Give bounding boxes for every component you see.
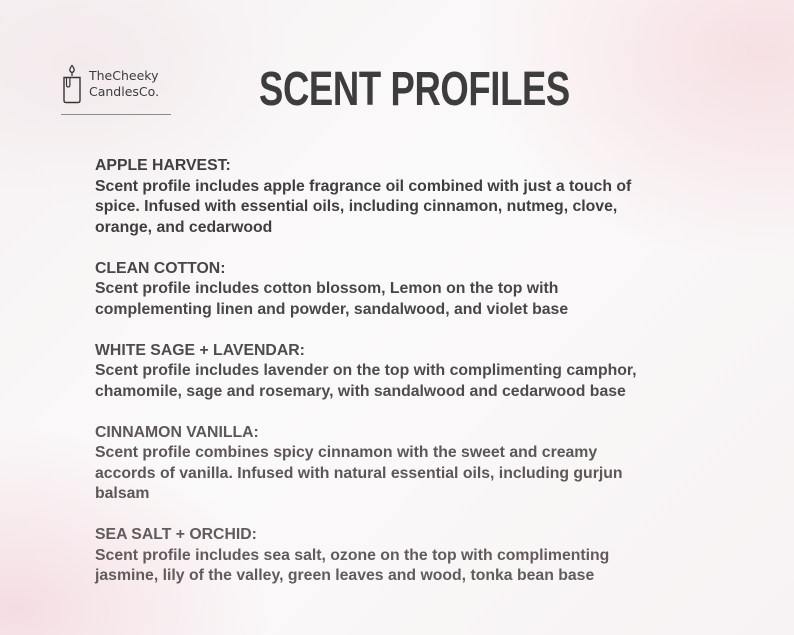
brand-name-line2: CandlesCo. <box>89 84 160 99</box>
scent-profile-description: Scent profile includes sea salt, ozone on the top with complimenting jasmine, lily of the valley, green leaves and wood, tonka bean base <box>95 546 610 584</box>
brand-logo <box>61 64 173 115</box>
scent-profile-name: CINNAMON VANILLA: <box>95 423 259 441</box>
scent-profile-clean-cotton <box>95 259 735 321</box>
page-title: SCENT PROFILES <box>259 63 570 116</box>
scent-profile-list <box>95 156 735 607</box>
brand-name <box>89 68 159 100</box>
scent-profile-description: Scent profile includes apple fragrance oil combined with just a touch of spice. Infused with essential oils, including cinnamon, nutmeg, clove, orange, and cedarwood <box>95 177 632 236</box>
candle-icon <box>61 64 83 104</box>
scent-profile-name: WHITE SAGE + LAVENDAR: <box>95 341 305 359</box>
scent-profile-sea-salt-orchid <box>95 525 735 587</box>
scent-profile-name: CLEAN COTTON: <box>95 259 226 277</box>
brand-name-line1: TheCheeky <box>89 68 159 83</box>
scent-profile-apple-harvest <box>95 156 735 238</box>
logo-divider <box>61 114 171 115</box>
brand-logo-row <box>61 64 173 104</box>
scent-profile-white-sage-lavendar <box>95 341 735 403</box>
scent-profile-name: SEA SALT + ORCHID: <box>95 526 257 543</box>
scent-profile-description: Scent profile combines spicy cinnamon with the sweet and creamy accords of vanilla. Infused with natural essential oils, including gurjun balsam <box>95 444 623 502</box>
scent-profile-description: Scent profile includes cotton blossom, Lemon on the top with complementing linen and powder, sandalwood, and violet base <box>95 280 569 318</box>
scent-profile-description: Scent profile includes lavender on the top with complimenting camphor, chamomile, sage and rosemary, with sandalwood and cedarwood base <box>95 362 637 400</box>
scent-profile-name: APPLE HARVEST: <box>95 157 231 174</box>
scent-profile-cinnamon-vanilla <box>95 423 735 505</box>
